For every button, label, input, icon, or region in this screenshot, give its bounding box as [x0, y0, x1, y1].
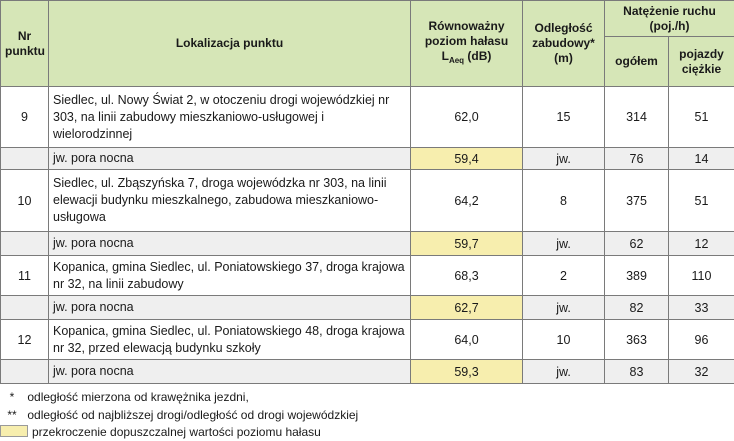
table-row-night — [1, 360, 734, 384]
footnote-double-star-text: odległość od najbliższej drogi/odległość od drogi wojewódzkiej — [27, 408, 359, 422]
cell-distance: jw. — [523, 296, 605, 320]
table-row — [1, 87, 734, 148]
cell-location: Siedlec, ul. Nowy Świat 2, w otoczeniu drogi wojewódzkiej nr 303, na linii zabudowy mieszkaniowo-usługowej i wielorodzinnej — [49, 87, 411, 148]
cell-level: 68,3 — [411, 256, 523, 296]
cell-heavy: 51 — [669, 87, 734, 148]
header-distance — [523, 1, 605, 87]
cell-nr: 12 — [1, 320, 49, 360]
footnote-double-star-mark: ** — [7, 408, 17, 422]
cell-distance: 8 — [523, 170, 605, 232]
cell-distance: jw. — [523, 360, 605, 384]
cell-nr-empty — [1, 148, 49, 170]
cell-level-exceeded: 59,4 — [411, 148, 523, 170]
cell-heavy: 51 — [669, 170, 734, 232]
footnote-star — [0, 389, 249, 405]
cell-distance: 10 — [523, 320, 605, 360]
cell-location: jw. pora nocna — [49, 148, 411, 170]
cell-location: jw. pora nocna — [49, 360, 411, 384]
cell-heavy: 14 — [669, 148, 734, 170]
table-row — [1, 320, 734, 360]
header-level-unit: (dB) — [467, 49, 492, 63]
cell-heavy: 33 — [669, 296, 734, 320]
header-total: ogółem — [605, 37, 669, 87]
legend-text: przekroczenie dopuszczalnej wartości poziomu hałasu — [32, 425, 321, 439]
header-level-line2: poziom hałasu — [424, 34, 509, 48]
cell-nr: 11 — [1, 256, 49, 296]
cell-total: 389 — [605, 256, 669, 296]
cell-level-exceeded: 59,7 — [411, 232, 523, 256]
legend-swatch — [0, 425, 28, 437]
header-level-sub: Aeq — [448, 56, 465, 65]
cell-total: 76 — [605, 148, 669, 170]
cell-nr: 9 — [1, 87, 49, 148]
cell-distance: jw. — [523, 232, 605, 256]
cell-level: 64,2 — [411, 170, 523, 232]
cell-distance: jw. — [523, 148, 605, 170]
cell-distance: 2 — [523, 256, 605, 296]
header-distance-unit: (m) — [554, 51, 573, 65]
cell-total: 83 — [605, 360, 669, 384]
table-row-night — [1, 296, 734, 320]
cell-heavy: 32 — [669, 360, 734, 384]
cell-heavy: 96 — [669, 320, 734, 360]
header-traffic: Natężenie ruchu (poj./h) — [605, 1, 734, 37]
cell-level: 64,0 — [411, 320, 523, 360]
footnote-double-star — [0, 407, 358, 423]
table-row-night — [1, 232, 734, 256]
table-row — [1, 256, 734, 296]
cell-heavy: 110 — [669, 256, 734, 296]
header-level-line1: Równoważny — [428, 19, 505, 33]
cell-location: jw. pora nocna — [49, 232, 411, 256]
legend — [0, 424, 321, 440]
header-location: Lokalizacja punktu — [49, 1, 411, 87]
cell-total: 82 — [605, 296, 669, 320]
cell-total: 375 — [605, 170, 669, 232]
cell-nr-empty — [1, 296, 49, 320]
cell-level: 62,0 — [411, 87, 523, 148]
cell-total: 363 — [605, 320, 669, 360]
cell-nr-empty — [1, 360, 49, 384]
cell-total: 314 — [605, 87, 669, 148]
cell-location: Kopanica, gmina Siedlec, ul. Poniatowskiego 48, droga krajowa nr 32, przed elewacją budynku szkoły — [49, 320, 411, 360]
header-level-symbol: L — [441, 49, 449, 63]
table-row-night — [1, 148, 734, 170]
cell-heavy: 12 — [669, 232, 734, 256]
header-heavy: pojazdy ciężkie — [669, 37, 734, 87]
cell-location: Siedlec, ul. Zbąszyńska 7, droga wojewódzka nr 303, na linii elewacji budynku mieszkalnego, zabudowa mieszkaniowo-usługowa — [49, 170, 411, 232]
cell-total: 62 — [605, 232, 669, 256]
header-distance-label: Odległość zabudowy* — [532, 21, 595, 50]
cell-nr-empty — [1, 232, 49, 256]
header-level — [411, 1, 523, 87]
cell-distance: 15 — [523, 87, 605, 148]
cell-level-exceeded: 62,7 — [411, 296, 523, 320]
cell-location: jw. pora nocna — [49, 296, 411, 320]
footnote-star-text: odległość mierzona od krawężnika jezdni, — [27, 390, 249, 404]
cell-level-exceeded: 59,3 — [411, 360, 523, 384]
cell-nr: 10 — [1, 170, 49, 232]
cell-location: Kopanica, gmina Siedlec, ul. Poniatowskiego 37, droga krajowa nr 32, na linii zabudowy — [49, 256, 411, 296]
table-row — [1, 170, 734, 232]
footnote-star-mark: * — [9, 390, 15, 404]
header-nr: Nr punktu — [1, 1, 49, 87]
